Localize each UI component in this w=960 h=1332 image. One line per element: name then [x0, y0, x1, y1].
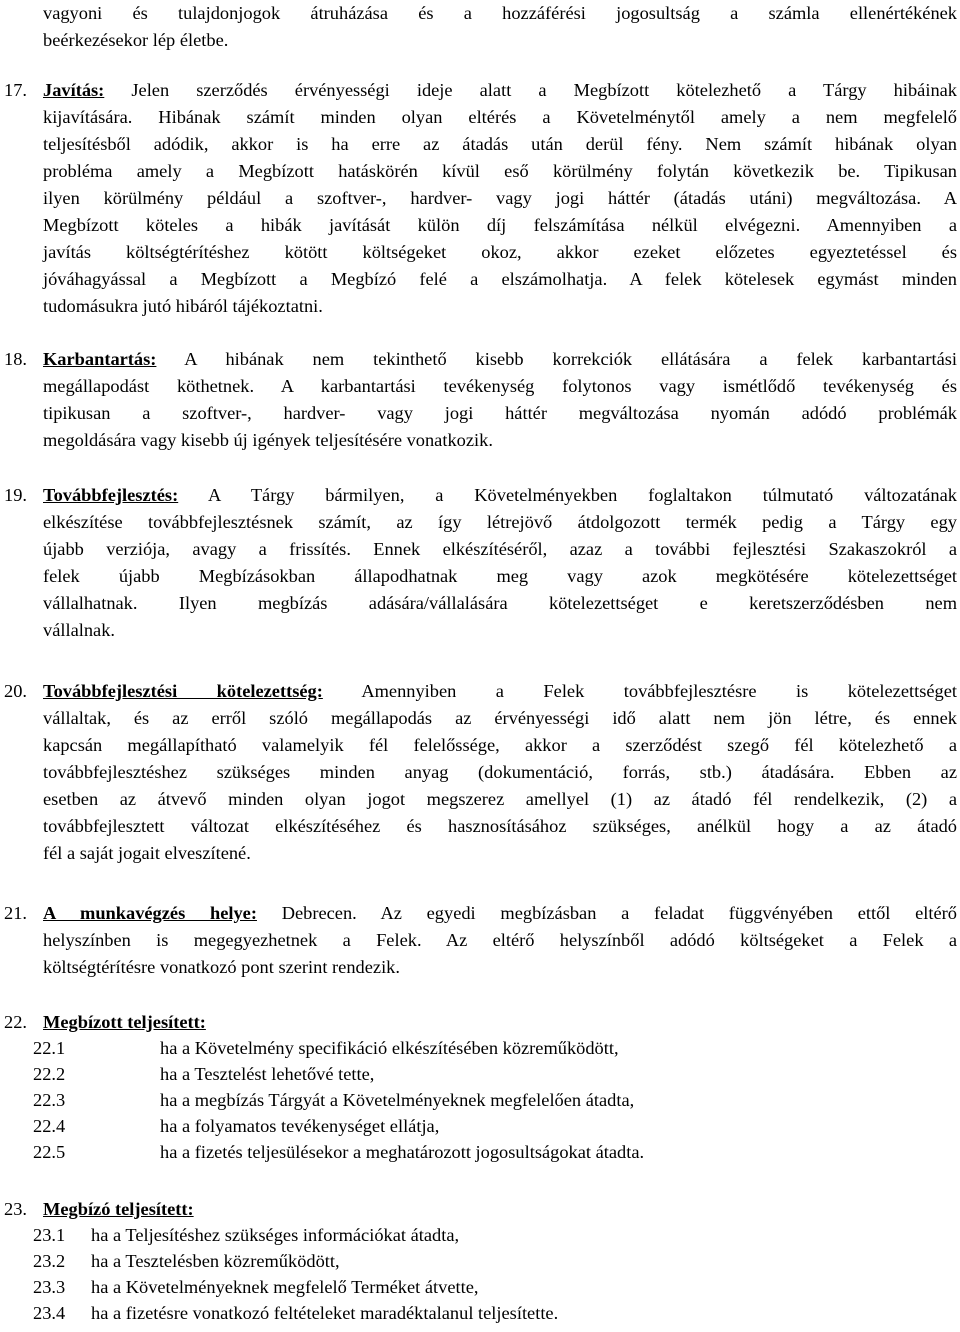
item-number: 22.2 — [33, 1064, 66, 1084]
section-title: Megbízó teljesített: — [43, 1199, 194, 1219]
list-item — [33, 1062, 933, 1086]
section-title: Továbbfejlesztési kötelezettség: — [43, 681, 323, 701]
section-number: 22. — [4, 1012, 27, 1032]
item-text: ha a Teljesítéshez szükséges információkat átadta, — [91, 1225, 460, 1245]
list-item — [33, 1114, 933, 1138]
section-number: 21. — [4, 903, 27, 923]
section-22 — [4, 1009, 957, 1036]
section-title: Javítás: — [43, 80, 105, 100]
item-text: ha a Követelményeknek megfelelő Terméket átvette, — [91, 1277, 479, 1297]
section-18 — [4, 346, 957, 454]
text-line: jóváhagyással a Megbízott a Megbízó felé a elszámolhatja. A felek kötelesek egymást minden — [43, 269, 957, 289]
text-line: teljesítésből adódik, akkor is ha erre az átadás után derül fény. Nem számít hibának olyan — [43, 134, 957, 154]
list-item — [33, 1223, 933, 1247]
text-line: Továbbfejlesztés: A Tárgy bármilyen, a Követelményekben foglaltakon túlmutató változatának — [43, 485, 957, 505]
text-line: fél a saját jogait elveszítené. — [43, 843, 251, 863]
text-line: tipikusan a szoftver-, hardver- vagy jogi háttér megváltozása nyomán adódó problémák — [43, 403, 957, 423]
text-line: megoldására vagy kisebb új igények teljesítésére vonatkozik. — [43, 430, 493, 450]
item-text: ha a fizetésre vonatkozó feltételeket maradéktalanul teljesítette. — [91, 1303, 559, 1323]
section-19 — [4, 482, 957, 644]
text-line: továbbfejlesztett változat elkészítéséhez és hasznosításához szükséges, anélkül hogy a az átadó — [43, 816, 957, 836]
item-text: ha a megbízás Tárgyát a Követelményeknek megfelelően átadta, — [160, 1090, 635, 1110]
text-line: probléma amely a Megbízott hatáskörén kívül eső körülmény folytán következik be. Tipikusan — [43, 161, 957, 181]
item-text: ha a fizetés teljesülésekor a meghatározott jogosultságokat átadta. — [160, 1142, 645, 1162]
item-text: ha a Követelmény specifikáció elkészítésében közreműködött, — [160, 1038, 619, 1058]
section-21 — [4, 900, 957, 981]
list-item — [33, 1249, 933, 1273]
text-line: kijavítására. Hibának számít minden olyan eltérés a Követelménytől amely a nem megfelelő — [43, 107, 957, 127]
item-text: ha a Tesztelésben közreműködött, — [91, 1251, 340, 1271]
list-item — [33, 1140, 933, 1164]
text-line: tudomásukra jutó hibáról tájékoztatni. — [43, 296, 323, 316]
item-number: 23.3 — [33, 1277, 66, 1297]
text-line: vállalnak. — [43, 620, 116, 640]
section-23 — [4, 1196, 957, 1223]
list-item — [33, 1036, 933, 1060]
text-line: Megbízott köteles a hibák javítását külön díj felszámítása nélkül elvégezni. Amennyiben a — [43, 215, 957, 235]
section-number: 17. — [4, 80, 27, 100]
text-line — [43, 1196, 957, 1223]
text-line: Karbantartás: A hibának nem tekinthető kisebb korrekciók ellátására a felek karbantartási — [43, 349, 957, 369]
text-line: Javítás: Jelen szerződés érvényességi ideje alatt a Megbízott kötelezhető a Tárgy hibáinak — [43, 80, 957, 100]
text-line: továbbfejlesztéshez szükséges minden anyag (dokumentáció, forrás, stb.) átadására. Ebben az — [43, 762, 957, 782]
list-item — [33, 1301, 933, 1325]
text-line: megállapodást köthetnek. A karbantartási tevékenység folytonos vagy ismétlődő tevékenység és — [43, 376, 957, 396]
text-line: helyszínben is megegyezhetnek a Felek. Az eltérő helyszínből adódó költségeket a Felek a — [43, 930, 957, 950]
text-line: felek újabb Megbízásokban állapodhatnak meg vagy azok megkötésére kötelezettséget — [43, 566, 957, 586]
text-line: elkészítése továbbfejlesztésnek számít, az így létrejövő átdolgozott termék pedig a Tárgy egy — [43, 512, 957, 532]
item-text: ha a folyamatos tevékenységet ellátja, — [160, 1116, 440, 1136]
intro-paragraph — [43, 0, 957, 54]
text-line: vagyoni és tulajdonjogok átruházása és a hozzáférési jogosultság a számla ellenértékének — [43, 3, 957, 23]
text-line: esetben az átvevő minden olyan jogot megszerez amellyel (1) az átadó fél rendelkezik, (2) a — [43, 789, 957, 809]
text-line: javítás költségtérítéshez kötött költségeket okoz, akkor ezeket előzetes egyeztetéssel és — [43, 242, 957, 262]
list-item — [33, 1275, 933, 1299]
section-title: Karbantartás: — [43, 349, 157, 369]
item-number: 22.5 — [33, 1142, 66, 1162]
text-line: vállalhatnak. Ilyen megbízás adására/vállalására kötelezettséget e keretszerződésben nem — [43, 593, 957, 613]
item-text: ha a Tesztelést lehetővé tette, — [160, 1064, 375, 1084]
text-line: beérkezésekor lép életbe. — [43, 30, 229, 50]
section-title: Továbbfejlesztés: — [43, 485, 179, 505]
item-number: 22.3 — [33, 1090, 66, 1110]
text-line: kapcsán megállapítható valamelyik fél felelőssége, akkor a szerződést szegő fél kötelezhető a — [43, 735, 957, 755]
text-line: költségtérítésre vonatkozó pont szerint rendezik. — [43, 957, 400, 977]
section-number: 19. — [4, 485, 27, 505]
item-number: 22.1 — [33, 1038, 66, 1058]
section-number: 23. — [4, 1199, 27, 1219]
text-line: Továbbfejlesztési kötelezettség: Amennyiben a Felek továbbfejlesztésre is kötelezettséget — [43, 681, 958, 701]
list-item — [33, 1088, 933, 1112]
text-line: ilyen körülmény például a szoftver-, hardver- vagy jogi háttér (átadás utáni) megváltozása. A — [43, 188, 957, 208]
text-line: A munkavégzés helye: Debrecen. Az egyedi megbízásban a feladat függvényében ettől eltérő — [43, 903, 957, 923]
text-line: újabb verziója, avagy a frissítés. Ennek elkészítéséről, azaz a további fejlesztési Szakaszokról a — [43, 539, 957, 559]
text-line: vállaltak, és az erről szóló megállapodás az érvényességi idő alatt nem jön létre, és ennek — [43, 708, 957, 728]
section-17 — [4, 77, 957, 320]
item-number: 23.2 — [33, 1251, 66, 1271]
section-title: Megbízott teljesített: — [43, 1012, 206, 1032]
item-number: 23.4 — [33, 1303, 66, 1323]
text-line — [43, 1009, 957, 1036]
item-number: 22.4 — [33, 1116, 66, 1136]
item-number: 23.1 — [33, 1225, 66, 1245]
section-20 — [4, 678, 958, 867]
section-number: 20. — [4, 681, 27, 701]
section-title: A munkavégzés helye: — [43, 903, 257, 923]
section-number: 18. — [4, 349, 27, 369]
